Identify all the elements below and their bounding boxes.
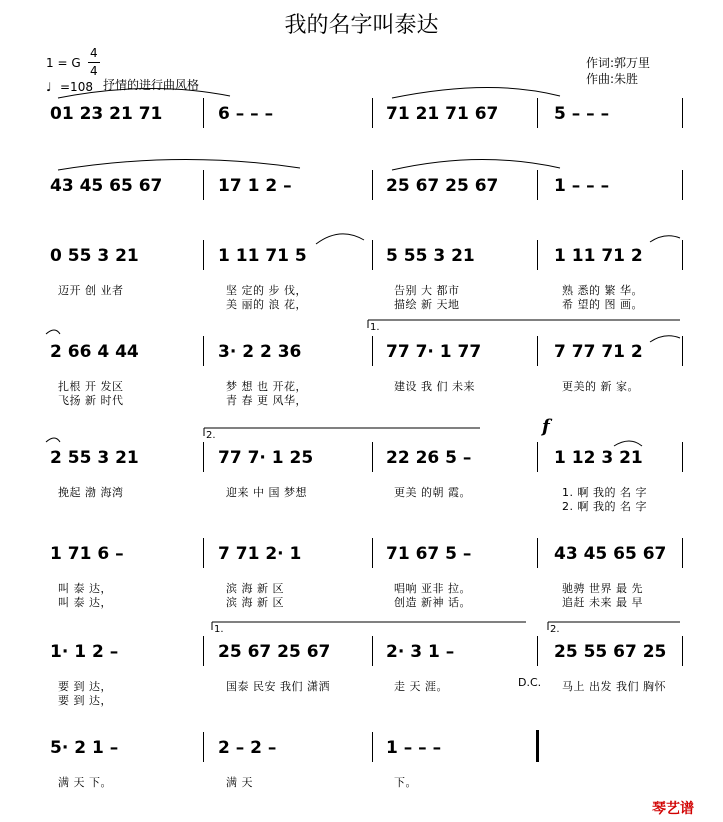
lyric-line-1: 迎来 中 国 梦想: [226, 486, 307, 499]
lyric-line-1: 要 到 达，: [58, 680, 112, 693]
lyric-line-2: 2. 啊 我的 名 字: [562, 500, 647, 513]
measure-notes: 1 71 6 –: [50, 544, 124, 564]
volta-1-label: 1.: [214, 624, 224, 635]
measure-notes: 1 11 71 2: [554, 246, 643, 266]
measure-notes: 71 67 5 –: [386, 544, 472, 564]
measure-notes: 25 67 25 67: [218, 642, 331, 662]
slur: [614, 441, 642, 446]
lyric-line-1: 驰骋 世界 最 先: [562, 582, 643, 595]
slur: [316, 234, 364, 244]
volta-2-bracket: [548, 622, 680, 630]
measure-notes: 43 45 65 67: [554, 544, 667, 564]
lyric-line-2: 创造 新神 话。: [394, 596, 471, 609]
measure-notes: 1 12 3 21: [554, 448, 643, 468]
key-signature: 1 = G: [46, 56, 81, 70]
measure-notes: 25 67 25 67: [386, 176, 499, 196]
volta-1-bracket: [212, 622, 526, 630]
lyric-line-1: 1. 啊 我的 名 字: [562, 486, 647, 499]
lyric-line-1: 满 天 下。: [58, 776, 112, 789]
slur: [650, 336, 680, 342]
measure-notes: 43 45 65 67: [50, 176, 163, 196]
lyric-line-1: 更美 的朝 霞。: [394, 486, 471, 499]
volta-1-label: 1.: [370, 322, 380, 333]
measure-notes: 71 21 71 67: [386, 104, 499, 124]
lyric-line-1: 坚 定的 步 伐，: [226, 284, 307, 297]
measure-notes: 25 55 67 25: [554, 642, 667, 662]
lyric-line-2: 追赶 未来 最 早: [562, 596, 643, 609]
quarter-note-icon: ♩: [46, 80, 52, 94]
song-title: 我的名字叫泰达: [284, 13, 439, 38]
volta-2-label: 2.: [206, 430, 216, 441]
lyric-line-2: 美 丽的 浪 花，: [226, 298, 307, 311]
lyric-line-1: 梦 想 也 开花，: [226, 380, 307, 393]
lyric-line-1: 国泰 民安 我们 潇洒: [226, 680, 330, 693]
lyricist: 作词:郭万里: [586, 56, 651, 70]
time-signature-numerator: 4: [90, 46, 98, 60]
slur: [58, 88, 230, 98]
measure-notes: 17 1 2 –: [218, 176, 292, 196]
volta-2-bracket: [204, 428, 480, 436]
measure-notes: 7 77 71 2: [554, 342, 643, 362]
measure-notes: 3· 2 2 36: [218, 342, 302, 362]
lyric-line-1: 建设 我 们 未来: [394, 380, 475, 393]
dynamic-forte: f: [542, 416, 550, 437]
measure-notes: 1 11 71 5: [218, 246, 307, 266]
lyric-line-1: 叫 泰 达，: [58, 582, 112, 595]
time-signature-denominator: 4: [90, 64, 98, 78]
composer: 作曲:朱胜: [586, 72, 639, 86]
measure-notes: 22 26 5 –: [386, 448, 472, 468]
lyric-line-1: 挽起 渤 海湾: [58, 486, 124, 499]
lyric-line-1: 更美的 新 家。: [562, 380, 639, 393]
volta-1-bracket: [368, 320, 680, 328]
measure-notes: 77 7· 1 77: [386, 342, 482, 362]
lyric-line-1: 马上 出发 我们 胸怀: [562, 680, 666, 693]
final-barline-thick: [536, 730, 539, 762]
measure-notes: 2· 3 1 –: [386, 642, 455, 662]
measure-notes: 6 – – –: [218, 104, 274, 124]
measure-notes: 0 55 3 21: [50, 246, 139, 266]
lyric-line-1: 扎根 开 发区: [58, 380, 124, 393]
lyric-line-2: 希 望的 图 画。: [562, 298, 643, 311]
slur: [650, 236, 680, 242]
lyric-line-2: 青 春 更 风华，: [226, 394, 307, 407]
tempo-marking: =108: [60, 80, 93, 94]
measure-notes: 7 71 2· 1: [218, 544, 302, 564]
lyric-line-1: 告别 大 都市: [394, 284, 460, 297]
lyric-line-1: 满 天: [226, 776, 253, 789]
measure-notes: 5 – – –: [554, 104, 610, 124]
lyric-line-1: 熟 悉的 繁 华。: [562, 284, 643, 297]
measure-notes: 2 – 2 –: [218, 738, 277, 758]
volta-2-label: 2.: [550, 624, 560, 635]
lyric-line-1: 走 天 涯。: [394, 680, 448, 693]
lyric-line-2: 飞扬 新 时代: [58, 394, 124, 407]
style-marking: 抒情的进行曲风格: [103, 78, 200, 92]
lyric-line-2: 描绘 新 天地: [394, 298, 460, 311]
slur: [46, 330, 60, 334]
slur: [392, 159, 560, 170]
measure-notes: 5 55 3 21: [386, 246, 475, 266]
measure-notes: 77 7· 1 25: [218, 448, 314, 468]
measure-notes: 01 23 21 71: [50, 104, 163, 124]
lyric-line-2: 要 到 达，: [58, 694, 112, 707]
da-capo-marking: D.C.: [518, 676, 542, 689]
slur: [46, 438, 60, 442]
site-logo: 琴艺谱: [652, 801, 694, 817]
lyric-line-2: 滨 海 新 区: [226, 596, 284, 609]
lyric-line-1: 迈开 创 业者: [58, 284, 124, 297]
measure-notes: 2 66 4 44: [50, 342, 139, 362]
slur: [392, 87, 560, 98]
measure-notes: 5· 2 1 –: [50, 738, 119, 758]
lyric-line-1: 下。: [394, 776, 417, 789]
measure-notes: 1 – – –: [386, 738, 442, 758]
measure-notes: 2 55 3 21: [50, 448, 139, 468]
slur: [58, 159, 300, 170]
lyric-line-1: 唱响 亚非 拉。: [394, 582, 471, 595]
lyric-line-1: 滨 海 新 区: [226, 582, 284, 595]
lyric-line-2: 叫 泰 达，: [58, 596, 112, 609]
measure-notes: 1· 1 2 –: [50, 642, 119, 662]
measure-notes: 1 – – –: [554, 176, 610, 196]
